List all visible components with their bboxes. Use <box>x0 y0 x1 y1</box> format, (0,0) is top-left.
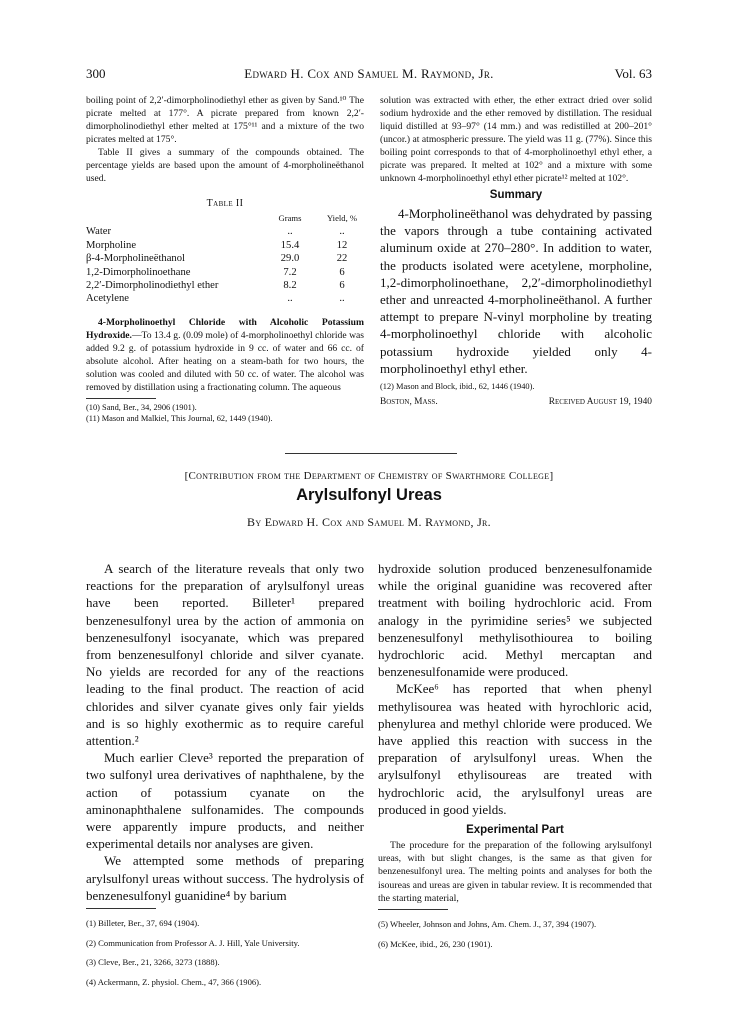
footnote: (11) Mason and Malkiel, This Journal, 62, 1449 (1940). <box>86 413 273 423</box>
paragraph <box>86 316 364 394</box>
table-row <box>86 239 364 252</box>
summary-heading: Summary <box>489 189 543 201</box>
paragraph: We attempted some methods of preparing arylsulfonyl ureas without success. The hydrolysis of benzenesulfonyl guanidine⁴ by barium <box>86 853 364 903</box>
yield-cell: 6 <box>339 280 345 292</box>
table-header-blank <box>86 212 260 225</box>
table-row <box>86 266 364 279</box>
footnote: (10) Sand, Ber., 34, 2906 (1901). <box>86 402 197 412</box>
compound-name: β-4-Morpholineëthanol <box>86 253 185 265</box>
body-text <box>86 560 364 904</box>
summary-text: 4-Morpholineëthanol was dehydrated by passing the vapors through a tube containing activated aluminum oxide at 270–280°. In addition to water, the products isolated were acetylene, morpholine, 1,2-dimorpholinoethane, 2,2′-dimorpholinodiethyl ether and unreacted 4-morpholineëthanol. A further attempt to prepare N-vinyl morpholine by treating 4-morpholinoethyl chloride with alcoholic potassium hydroxide yielded only 4-morpholinoethyl ethyl ether. <box>380 206 652 376</box>
yield-cell: .. <box>339 293 345 305</box>
grams-cell: .. <box>287 226 293 238</box>
paragraph: solution was extracted with ether, the ether extract dried over solid sodium hydroxide and the ether removed by distillation. The residual liquid distilled at 93–97° (14 mm.) and was redistilled at 200–201° (uncor.) at atmospheric pressure. The yield was 11 g. (77%). Since this boiling point corresponds to that of 4-morpholinoethyl ethyl ether, a picrate was prepared. It melted at 102° and a mixture with some unknown 4-morpholinoethyl ethyl ether picrate¹² melted at 102°. <box>380 95 652 184</box>
paragraph: A search of the literature reveals that only two reactions for the preparation of arylsulfonyl ureas have been reported. Billeter¹ prepared benzenesulfonyl urea by the action of ammonia on benzenesulfonyl isocyanate, which was prepared from benzenesulfonyl chloride and silver cyanate. No yields are recorded for any of the reactions leading to the final product. The reaction of acid chlorides and silver cyanate gives only fair yields and is so highly exothermic as to require careful attention.² <box>86 561 364 749</box>
dateline <box>380 396 652 409</box>
footnotes <box>86 402 364 424</box>
summary-block <box>380 205 652 377</box>
paragraph: McKee⁶ has reported that when phenyl methylisourea was heated with hyrochloric acid, phenylurea and methyl chloride were produced. We have applied this reaction with success in the preparation of arylsulfonyl ureas. When the arylsulfonyl ethylisoureas are treated with hydrochloric acid, the arylsulfonyl ureas are produced in good yields. <box>378 681 652 817</box>
article-byline: By Edward H. Cox and Samuel M. Raymond, Jr. <box>247 515 491 529</box>
table-title: Table II <box>206 198 244 209</box>
paragraph: Much earlier Cleve³ reported the preparation of two sulfonyl urea derivatives of naphthalene, by the action of potassium cyanate on the aminonaphthalene sulfonamides. The compounds were apparently impure products, and neither experimental details nor analyses are given. <box>86 750 364 852</box>
table-header-grams: Grams <box>278 213 302 223</box>
footnotes <box>378 919 652 950</box>
volume-label: Vol. 63 <box>614 66 652 81</box>
table-row <box>86 252 364 265</box>
compound-name: Acetylene <box>86 293 129 305</box>
table-row <box>86 292 364 305</box>
page-number: 300 <box>86 66 106 81</box>
footnotes <box>86 918 364 989</box>
yield-cell: 22 <box>336 253 348 265</box>
contribution-line: [Contribution from the Department of Chemistry of Swarthmore College] <box>184 470 554 482</box>
experimental-text <box>378 839 652 905</box>
article-title: Arylsulfonyl Ureas <box>296 486 442 504</box>
paragraph-text: —To 13.4 g. (0.09 mole) of 4-morpholinoethyl chloride was added 9.2 g. of potassium hydroxide in 9 cc. of water and 66 cc. of absolute alcohol. After heating on a steam-bath for two hours, the solution was cooled and diluted with 50 cc. of water. The alcohol was removed by distillation using a fractionating column. The aqueous <box>86 329 364 393</box>
grams-cell: 7.2 <box>283 266 297 278</box>
footnote: (12) Mason and Block, ibid., 62, 1446 (1940). <box>380 382 535 392</box>
grams-cell: 15.4 <box>280 239 300 251</box>
body-text <box>378 560 652 818</box>
yield-cell: 6 <box>339 266 345 278</box>
grams-cell: 29.0 <box>280 253 300 265</box>
footnote: (6) McKee, ibid., 26, 230 (1901). <box>378 938 493 949</box>
paragraph: The procedure for the preparation of the following arylsulfonyl ureas, with but slight changes, is the same as that given for benzenesulfonyl urea. The melting points and analyses for both the isoureas and ureas are given in tabular review. It is recommended that the starting material, <box>378 840 652 904</box>
running-authors: Edward H. Cox and Samuel M. Raymond, Jr. <box>244 66 494 81</box>
grams-cell: .. <box>287 293 293 305</box>
table-ii <box>86 212 364 306</box>
grams-cell: 8.2 <box>283 280 297 292</box>
footnote: (5) Wheeler, Johnson and Johns, Am. Chem. J., 37, 394 (1907). <box>378 918 597 929</box>
table-header-row <box>86 212 364 225</box>
yield-cell: .. <box>339 226 345 238</box>
location: Boston, Mass. <box>380 397 438 408</box>
table-row <box>86 279 364 292</box>
running-header <box>86 66 652 84</box>
footnote-rule <box>86 908 156 909</box>
run-in-heading: 4-Morpholinoethyl Chloride with Alcoholic Potassium Hydroxide. <box>86 316 364 341</box>
footnote: (2) Communication from Professor A. J. Hill, Yale University. <box>86 937 300 948</box>
experimental-heading: Experimental Part <box>466 824 564 837</box>
paragraph: Table II gives a summary of the compounds obtained. The percentage yields are based upon the amount of 4-morpholineëthanol used. <box>86 147 364 184</box>
top-left-column <box>86 94 364 424</box>
paragraph: boiling point of 2,2′-dimorpholinodiethyl ether as given by Sand.¹⁰ The picrate melted at 177°. A picrate prepared from known 2,2′-dimorpholinodiethyl ether melted at 175°¹¹ and a mixture of the two picrates melted at 175°. <box>86 95 364 145</box>
compound-name: 1,2-Dimorpholinoethane <box>86 266 191 278</box>
footnote-rule <box>378 909 448 910</box>
table-row <box>86 225 364 238</box>
footnote: (1) Billeter, Ber., 37, 694 (1904). <box>86 917 200 928</box>
compound-name: Water <box>86 226 112 238</box>
footnote-rule <box>86 398 156 399</box>
section-divider <box>285 453 457 454</box>
bottom-left-column <box>86 560 364 997</box>
compound-name: Morpholine <box>86 239 137 251</box>
yield-cell: 12 <box>336 239 348 251</box>
footnote: (4) Ackermann, Z. physiol. Chem., 47, 366 (1906). <box>86 977 262 988</box>
table-header-yield: Yield, % <box>326 213 358 223</box>
received-date: Received August 19, 1940 <box>548 397 652 408</box>
paragraph: hydroxide solution produced benzenesulfonamide while the original guanidine was recovered after treatment with boiling hydrochloric acid. From analogy in the pyrimidine series⁵ we subjected benzenesulfonyl methylisothiourea to boiling hydrochloric acid. Methyl mercaptan and benzenesulfonamide were produced. <box>378 561 652 680</box>
footnote: (3) Cleve, Ber., 21, 3266, 3273 (1888). <box>86 957 220 968</box>
top-right-column <box>380 94 652 409</box>
compound-name: 2,2′-Dimorpholinodiethyl ether <box>86 280 219 292</box>
bottom-right-column <box>378 560 652 958</box>
